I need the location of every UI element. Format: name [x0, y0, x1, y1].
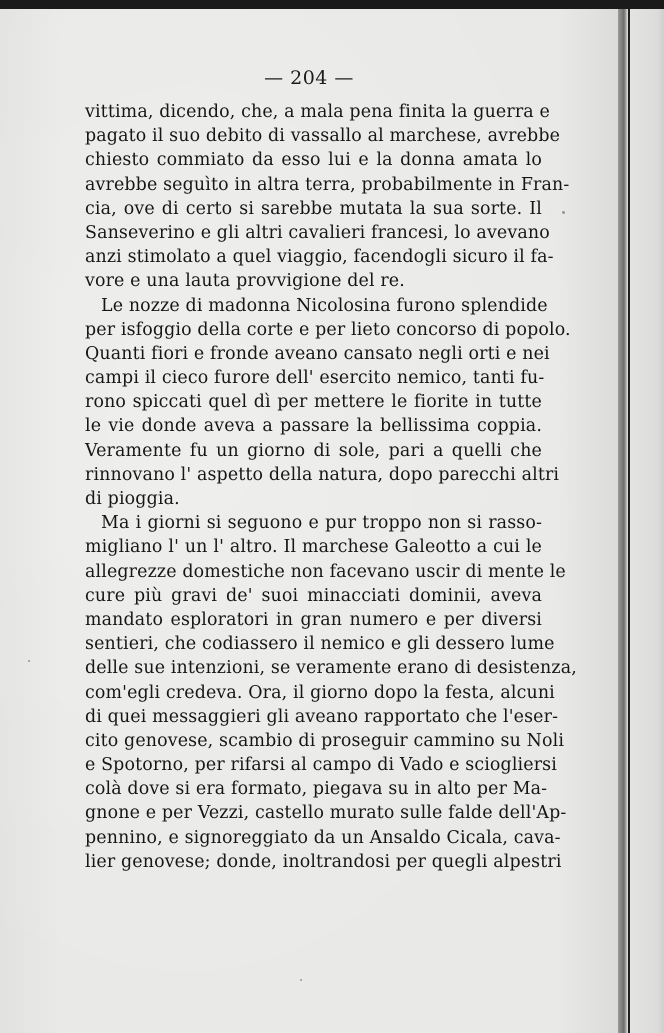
paper-speck [562, 211, 565, 214]
text-line: campi il cieco furore dell' esercito nemico, tanti fu- [85, 368, 545, 389]
text-line: per isfoggio della corte e per lieto concorso di popolo. [85, 319, 571, 340]
text-line: vore e una lauta provvigione del re. [85, 271, 405, 292]
text-line: Veramente fu un giorno di sole, pari a quelli che [85, 440, 542, 461]
text-line: pagato il suo debito di vassallo al marchese, avrebbe [85, 126, 561, 147]
text-line: lier genovese; donde, inoltrandosi per quegli alpestri [85, 851, 562, 872]
page-gutter [618, 9, 664, 1033]
text-line: mandato esploratori in gran numero e per diversi [85, 609, 542, 630]
paragraph-start: Ma i giorni si seguono e pur troppo non si rasso- [101, 513, 542, 534]
text-line: rono spiccati quel dì per mettere le fiorite in tutte [85, 392, 542, 413]
text-line: di quei messaggieri gli aveano rapportato che l'eser- [85, 706, 559, 727]
text-line: avrebbe seguìto in altra terra, probabilmente in Fran- [85, 174, 570, 195]
text-line: cure più gravi de' suoi minacciati dominii, aveva [85, 585, 542, 606]
text-line: Sanseverino e gli altri cavalieri francesi, lo avevano [85, 222, 550, 243]
text-line: cia, ove di certo si sarebbe mutata la sua sorte. Il [85, 198, 542, 219]
text-line: com'egli credeva. Ora, il giorno dopo la festa, alcuni [85, 682, 555, 703]
text-line: chiesto commiato da esso lui e la donna amata lo [85, 150, 542, 171]
text-line: gnone e per Vezzi, castello murato sulle falde dell'Ap- [85, 803, 567, 824]
text-line: migliano l' un l' altro. Il marchese Galeotto a cui le [85, 537, 542, 558]
text-line: rinnovano l' aspetto della natura, dopo parecchi altri [85, 464, 560, 485]
page-number: — 204 — [264, 67, 354, 89]
text-line: di pioggia. [85, 489, 180, 509]
text-line: le vie donde aveva a passare la bellissima coppia. [85, 416, 542, 437]
text-line: cito genovese, scambio di proseguir cammino su Noli [85, 730, 565, 751]
text-line: delle sue intenzioni, se veramente erano di desistenza, [85, 658, 577, 679]
paragraph-start: Le nozze di madonna Nicolosina furono splendide [101, 295, 548, 316]
text-line: sentieri, che codiassero il nemico e gli dessero lume [85, 634, 555, 655]
paper-speck [300, 979, 302, 981]
scan-border-top [0, 0, 664, 9]
text-line: vittima, dicendo, che, a mala pena finita la guerra e [85, 102, 550, 122]
text-line: pennino, e signoreggiato da un Ansaldo Cicala, cava- [85, 827, 561, 848]
text-line: e Spotorno, per rifarsi al campo di Vado e sciogliersi [85, 755, 557, 776]
text-line: anzi stimolato a quel viaggio, facendogli sicuro il fa- [85, 247, 554, 268]
text-line: Quanti fiori e fronde aveano cansato negli orti e nei [85, 343, 550, 364]
paper-speck [28, 660, 30, 662]
body-text [85, 100, 577, 874]
binding-edge [628, 9, 630, 1033]
text-line: colà dove si era formato, piegava su in alto per Ma- [85, 779, 548, 800]
text-line: allegrezze domestiche non facevano uscir di mente le [85, 561, 566, 582]
